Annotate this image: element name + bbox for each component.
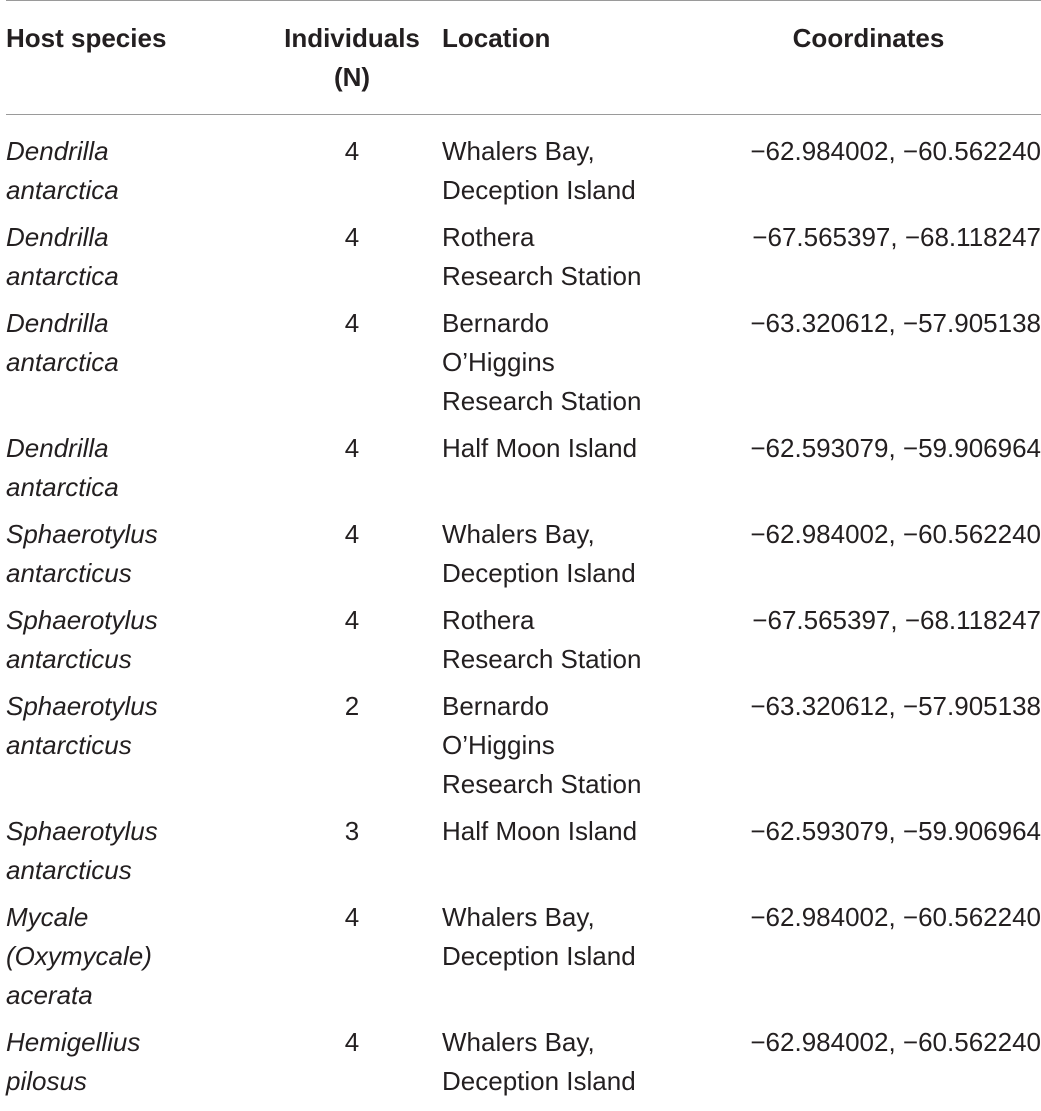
coordinates-cell <box>696 304 1041 429</box>
header-individuals-line1: Individuals <box>284 23 420 53</box>
header-individuals <box>262 1 442 115</box>
location-cell-line: Rothera <box>442 222 535 252</box>
individuals-cell-line: 3 <box>344 816 360 846</box>
coordinates-cell-line: −62.593079, −59.906964 <box>750 433 1041 463</box>
table-body <box>6 115 1041 1110</box>
host-species-cell-line: Mycale <box>6 902 89 932</box>
table-row <box>6 429 1041 515</box>
host-species-cell-line: Dendrilla <box>6 308 109 338</box>
location-cell-line: Whalers Bay, <box>442 136 595 166</box>
host-species-cell <box>6 304 262 429</box>
coordinates-cell-line: −63.320612, −57.905138 <box>750 691 1041 721</box>
individuals-cell <box>262 304 442 429</box>
host-species-cell-line: Sphaerotylus <box>6 816 158 846</box>
host-species-cell <box>6 218 262 304</box>
location-cell-line: Deception Island <box>442 558 636 588</box>
individuals-cell <box>262 1023 442 1109</box>
coordinates-cell <box>696 601 1041 687</box>
table-row <box>6 218 1041 304</box>
individuals-cell <box>262 898 442 1023</box>
coordinates-cell <box>696 429 1041 515</box>
individuals-cell <box>262 115 442 219</box>
table-row <box>6 115 1041 219</box>
location-cell-line: Research Station <box>442 386 642 416</box>
location-cell-line: Deception Island <box>442 941 636 971</box>
header-row <box>6 1 1041 115</box>
coordinates-cell-line: −62.984002, −60.562240 <box>750 136 1041 166</box>
host-species-cell-line: Dendrilla <box>6 136 109 166</box>
individuals-cell-line: 4 <box>344 902 360 932</box>
individuals-cell-line: 4 <box>344 136 360 166</box>
host-species-cell-line: acerata <box>6 980 93 1010</box>
coordinates-cell <box>696 218 1041 304</box>
location-cell-line: Deception Island <box>442 175 636 205</box>
host-species-cell-line: Dendrilla <box>6 222 109 252</box>
host-species-cell-line: antarcticus <box>6 730 132 760</box>
host-species-cell-line: Hemigellius <box>6 1027 141 1057</box>
header-location: Location <box>442 23 551 53</box>
host-species-table <box>6 0 1041 1109</box>
host-species-cell-line: (Oxymycale) <box>6 941 152 971</box>
host-species-cell <box>6 601 262 687</box>
host-species-cell-line: antarcticus <box>6 855 132 885</box>
coordinates-cell-line: −62.984002, −60.562240 <box>750 519 1041 549</box>
location-cell <box>442 429 696 515</box>
location-cell-line: Bernardo <box>442 308 549 338</box>
table-row <box>6 898 1041 1023</box>
coordinates-cell <box>696 687 1041 812</box>
location-cell <box>442 515 696 601</box>
individuals-cell <box>262 812 442 898</box>
location-cell <box>442 115 696 219</box>
coordinates-cell <box>696 812 1041 898</box>
location-cell <box>442 304 696 429</box>
individuals-cell <box>262 601 442 687</box>
individuals-cell-line: 4 <box>344 1027 360 1057</box>
individuals-cell <box>262 429 442 515</box>
coordinates-cell <box>696 515 1041 601</box>
individuals-cell-line: 2 <box>344 691 360 721</box>
table-row <box>6 515 1041 601</box>
host-species-cell-line: pilosus <box>6 1066 87 1096</box>
host-species-cell-line: antarctica <box>6 472 119 502</box>
individuals-cell <box>262 687 442 812</box>
coordinates-cell-line: −67.565397, −68.118247 <box>752 605 1041 635</box>
individuals-cell <box>262 515 442 601</box>
table-row <box>6 1023 1041 1109</box>
host-species-cell <box>6 812 262 898</box>
location-cell-line: Whalers Bay, <box>442 519 595 549</box>
host-species-cell-line: antarctica <box>6 261 119 291</box>
host-species-cell-line: antarcticus <box>6 644 132 674</box>
header-host-species: Host species <box>6 23 167 53</box>
host-species-cell <box>6 429 262 515</box>
host-species-cell-line: antarctica <box>6 347 119 377</box>
header-coordinates: Coordinates <box>792 23 945 53</box>
host-species-cell <box>6 1023 262 1109</box>
location-cell <box>442 687 696 812</box>
location-cell <box>442 812 696 898</box>
location-cell-line: Half Moon Island <box>442 816 638 846</box>
location-cell <box>442 601 696 687</box>
location-cell-line: Rothera <box>442 605 535 635</box>
location-cell-line: Research Station <box>442 261 642 291</box>
location-cell <box>442 898 696 1023</box>
host-species-cell <box>6 515 262 601</box>
header-individuals-line2: (N) <box>333 62 371 92</box>
table-row <box>6 304 1041 429</box>
location-cell-line: Research Station <box>442 644 642 674</box>
coordinates-cell <box>696 898 1041 1023</box>
host-species-cell-line: Sphaerotylus <box>6 519 158 549</box>
host-species-cell-line: antarctica <box>6 175 119 205</box>
location-cell-line: Half Moon Island <box>442 433 638 463</box>
location-cell-line: O’Higgins <box>442 730 555 760</box>
location-cell-line: Whalers Bay, <box>442 1027 595 1057</box>
coordinates-cell-line: −63.320612, −57.905138 <box>750 308 1041 338</box>
coordinates-cell <box>696 1023 1041 1109</box>
host-species-cell <box>6 687 262 812</box>
host-species-cell <box>6 898 262 1023</box>
coordinates-cell-line: −62.593079, −59.906964 <box>750 816 1041 846</box>
table-row <box>6 812 1041 898</box>
location-cell-line: Bernardo <box>442 691 549 721</box>
individuals-cell <box>262 218 442 304</box>
individuals-cell-line: 4 <box>344 308 360 338</box>
coordinates-cell-line: −67.565397, −68.118247 <box>752 222 1041 252</box>
coordinates-cell <box>696 115 1041 219</box>
location-cell-line: Whalers Bay, <box>442 902 595 932</box>
coordinates-cell-line: −62.984002, −60.562240 <box>750 902 1041 932</box>
table-row <box>6 687 1041 812</box>
individuals-cell-line: 4 <box>344 605 360 635</box>
individuals-cell-line: 4 <box>344 222 360 252</box>
location-cell-line: Research Station <box>442 769 642 799</box>
host-species-cell-line: Sphaerotylus <box>6 605 158 635</box>
location-cell-line: Deception Island <box>442 1066 636 1096</box>
host-species-cell <box>6 115 262 219</box>
individuals-cell-line: 4 <box>344 519 360 549</box>
location-cell <box>442 1023 696 1109</box>
table-header <box>6 1 1041 115</box>
host-species-cell-line: antarcticus <box>6 558 132 588</box>
host-species-cell-line: Dendrilla <box>6 433 109 463</box>
table-row <box>6 601 1041 687</box>
host-species-cell-line: Sphaerotylus <box>6 691 158 721</box>
location-cell <box>442 218 696 304</box>
coordinates-cell-line: −62.984002, −60.562240 <box>750 1027 1041 1057</box>
location-cell-line: O’Higgins <box>442 347 555 377</box>
individuals-cell-line: 4 <box>344 433 360 463</box>
